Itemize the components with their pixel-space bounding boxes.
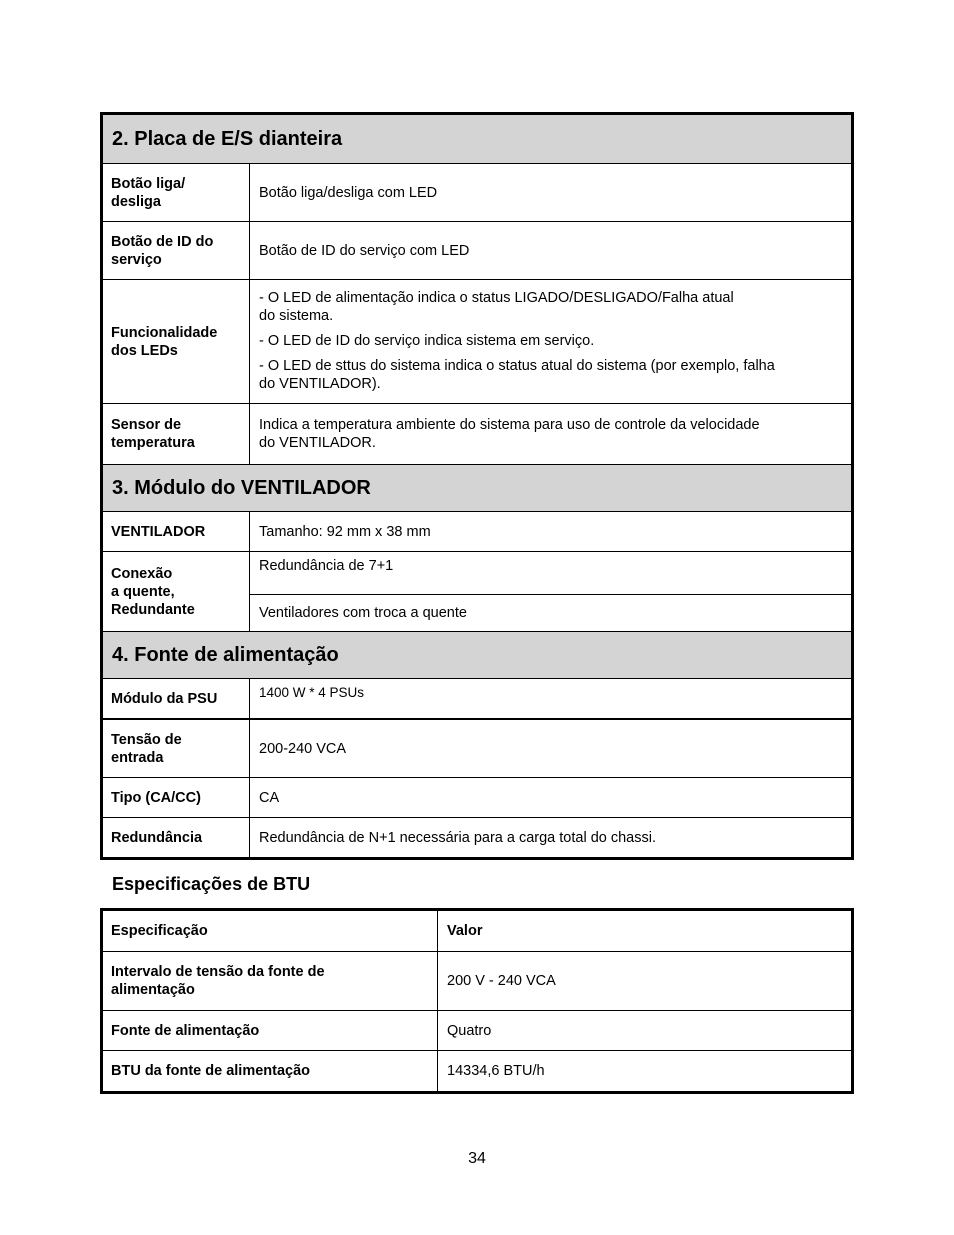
btu-header-spec: Especificação: [103, 911, 438, 951]
row-label-temp-sensor: Sensor de temperatura: [103, 404, 250, 464]
row-label-type: Tipo (CA/CC): [103, 778, 250, 817]
section-title-fan: 3. Módulo do VENTILADOR: [103, 464, 851, 511]
table-row: [103, 551, 851, 631]
table-row: [103, 1010, 851, 1050]
row-label-service-id: Botão de ID do serviço: [103, 222, 250, 279]
section-title-psu: 4. Fonte de alimentação: [103, 631, 851, 678]
table-row: [103, 279, 851, 403]
led-line-service-id: - O LED de ID do serviço indica sistema em serviço.: [259, 333, 595, 349]
section-title-front-io: 2. Placa de E/S dianteira: [103, 115, 851, 163]
table-row: [103, 163, 851, 221]
row-value-fan-size: Tamanho: 92 mm x 38 mm: [259, 523, 431, 540]
table-row: [103, 678, 851, 718]
btu-header-value: Valor: [447, 923, 483, 939]
btu-value-voltage-range: 200 V - 240 VCA: [447, 973, 556, 989]
page-number: 34: [468, 1150, 486, 1167]
row-label-redundancy: Redundância: [103, 818, 250, 857]
btu-value-btu: 14334,6 BTU/h: [447, 1063, 545, 1079]
btu-table: [100, 908, 854, 1094]
table-row: [103, 221, 851, 279]
row-label-input-voltage: Tensão de entrada: [103, 720, 250, 777]
row-value-temp-sensor: Indica a temperatura ambiente do sistema para uso de controle da velocidade do VENTILADOR.: [259, 417, 760, 451]
led-line-system-status: - O LED de sttus do sistema indica o status atual do sistema (por exemplo, falha do VENTILADOR).: [259, 358, 775, 392]
table-header-row: [103, 911, 851, 951]
btu-spec-voltage-range: Intervalo de tensão da fonte de alimentação: [103, 952, 438, 1010]
row-value-hot-swap-fans: Ventiladores com troca a quente: [250, 594, 851, 632]
btu-spec-btu: BTU da fonte de alimentação: [103, 1051, 438, 1091]
row-value-type: CA: [259, 789, 280, 806]
table-row: [103, 951, 851, 1010]
table-row: [103, 1050, 851, 1091]
row-label-power-button: Botão liga/ desliga: [103, 164, 250, 221]
table-row: [103, 817, 851, 857]
row-label-psu-module: Módulo da PSU: [103, 679, 250, 718]
led-line-power: - O LED de alimentação indica o status LIGADO/DESLIGADO/Falha atual do sistema.: [259, 290, 734, 324]
btu-spec-power-supply: Fonte de alimentação: [103, 1011, 438, 1050]
row-value-redundancy-7-1: Redundância de 7+1: [259, 558, 394, 574]
table-row: [103, 511, 851, 551]
row-label-fan: VENTILADOR: [103, 512, 250, 551]
row-value-psu-module: 1400 W * 4 PSUs: [259, 685, 365, 700]
row-value-redundancy: Redundância de N+1 necessária para a carga total do chassi.: [259, 829, 656, 846]
row-label-hot-swap: Conexão a quente, Redundante: [103, 552, 250, 631]
row-label-led-function: Funcionalidade dos LEDs: [103, 280, 250, 403]
btu-value-power-supply: Quatro: [447, 1022, 492, 1039]
row-value-service-id: Botão de ID do serviço com LED: [259, 242, 470, 259]
spec-table: [100, 112, 854, 860]
table-row: [103, 718, 851, 777]
table-row: [103, 777, 851, 817]
row-value-input-voltage: 200-240 VCA: [259, 740, 347, 757]
btu-heading: Especificações de BTU: [112, 874, 311, 894]
table-row: [103, 403, 851, 464]
row-value-hot-swap-group: [250, 552, 851, 631]
row-value-led-function: [250, 280, 851, 403]
row-value-power-button: Botão liga/desliga com LED: [259, 184, 438, 201]
